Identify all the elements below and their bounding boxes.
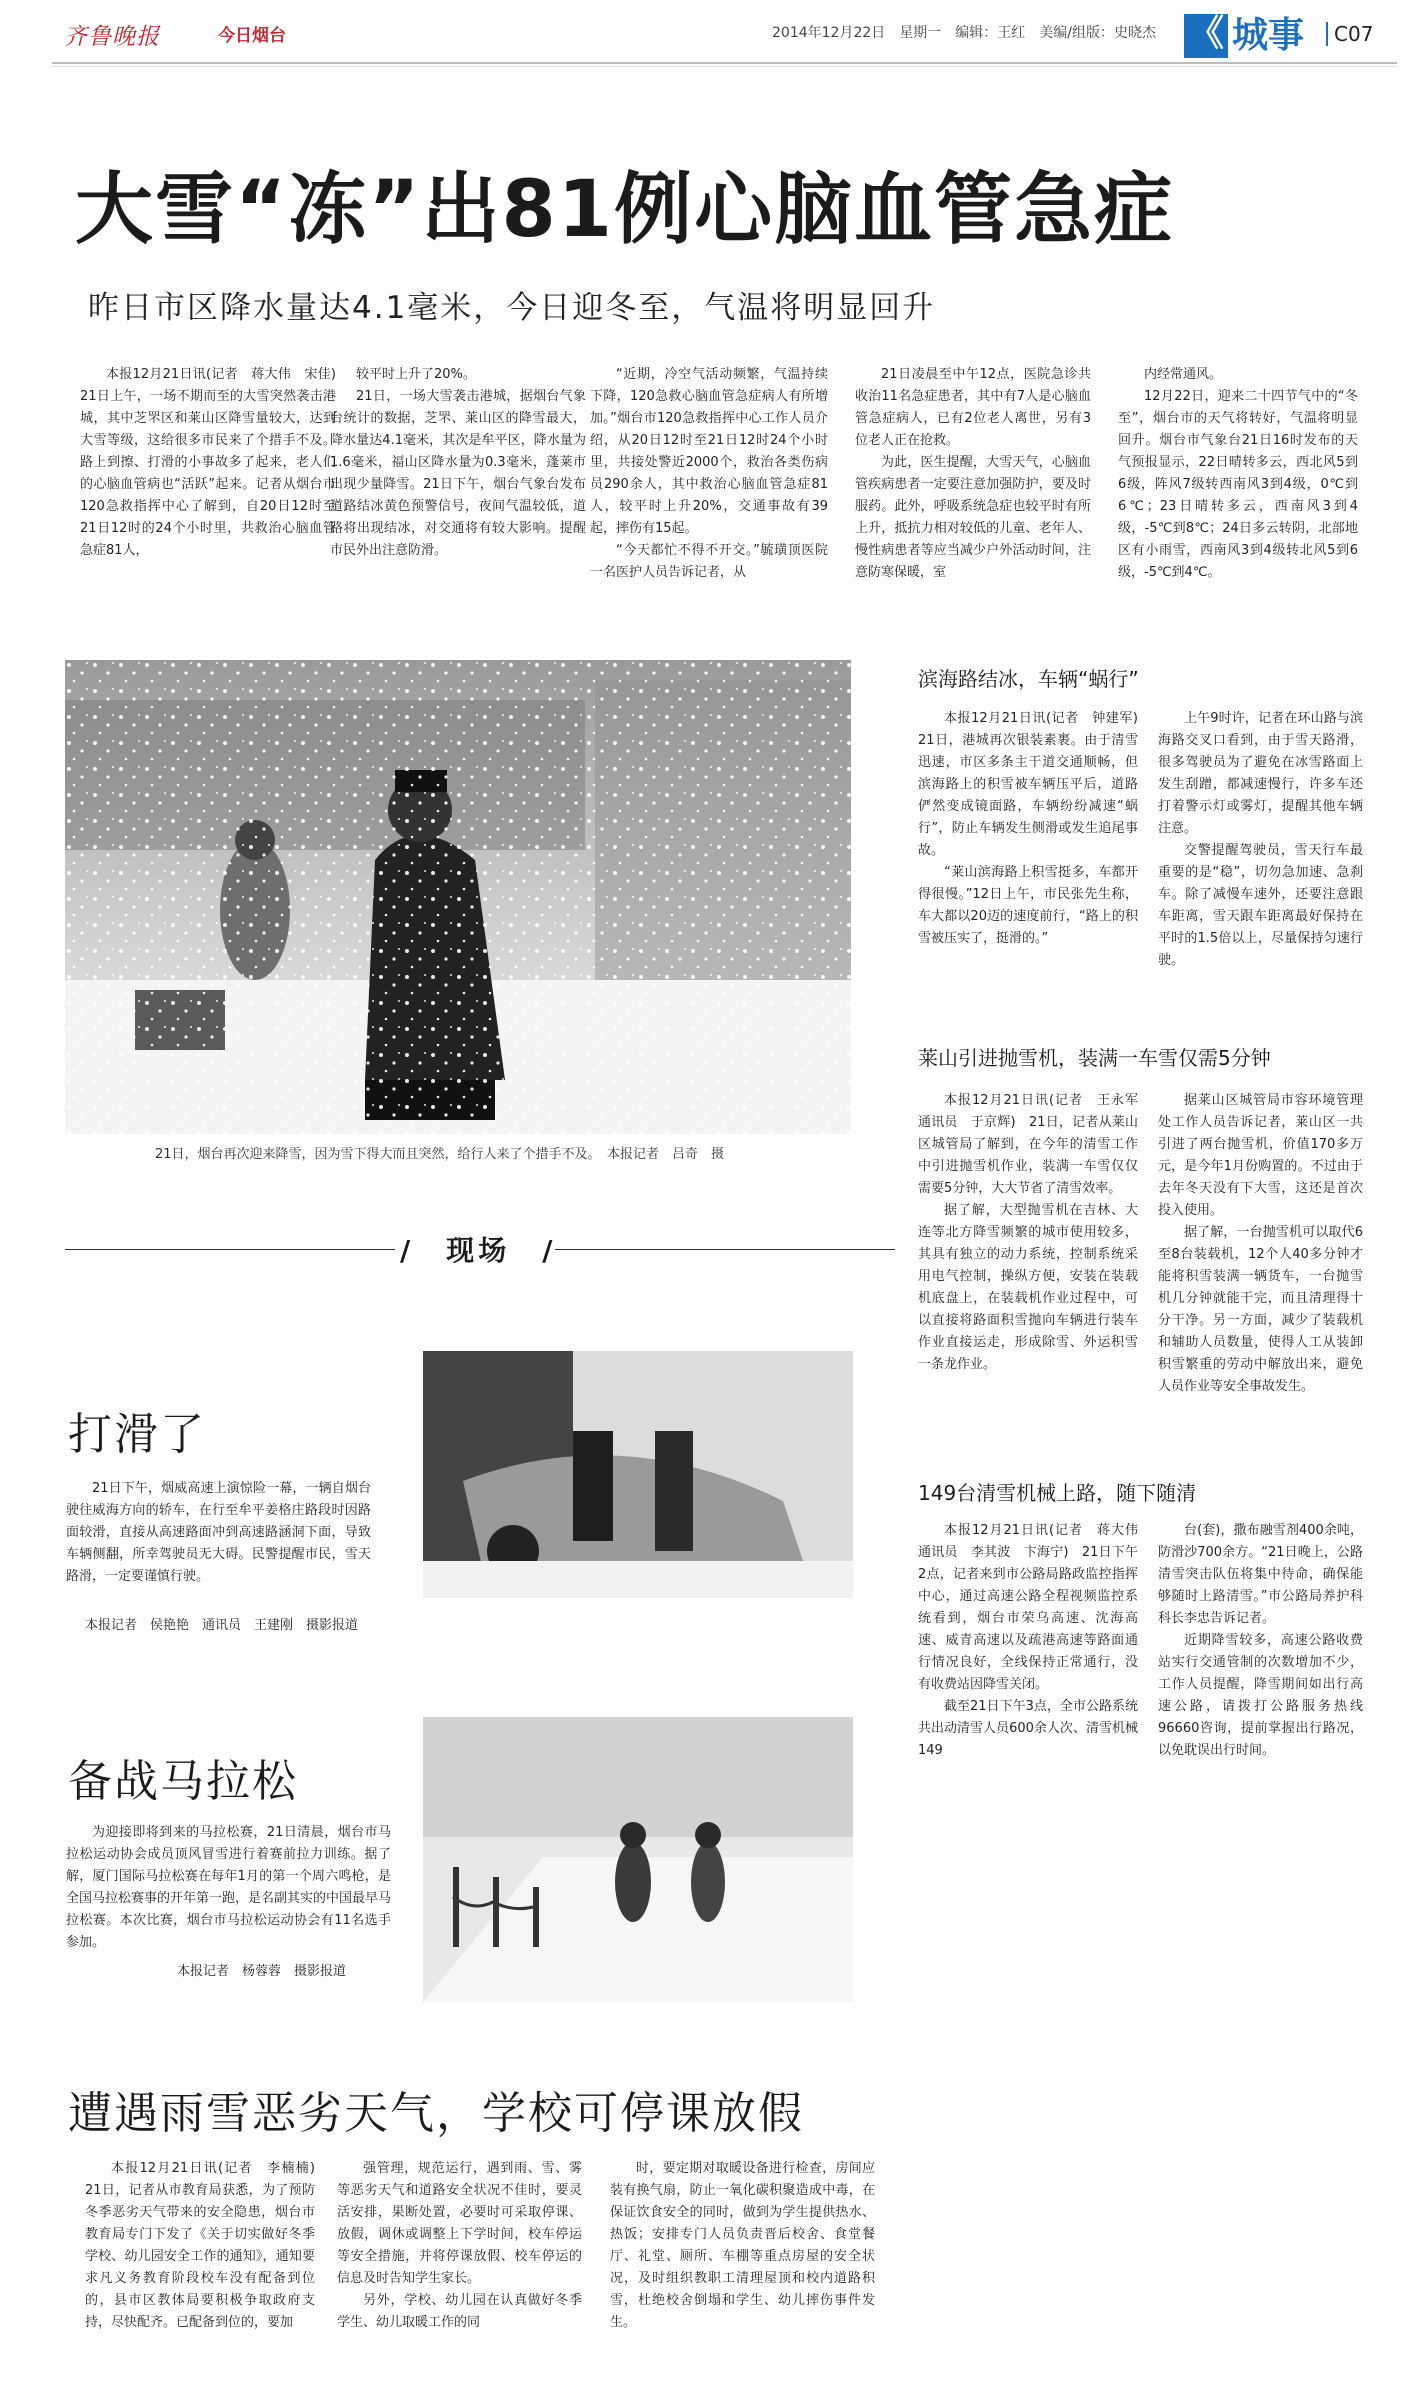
school-column-2: 强管理，规范运行，遇到雨、雪、雾等恶劣天气和道路安全状况不佳时，要灵活安排，果断处置，必要时可采取停课、放假，调休或调整上下学时间，校车停运等安全措施，并将停课放假、校车停运的信息及时告知学生家长。 另外，学校、幼儿园在认真做好冬季学生、幼儿取暖工作的同 (337, 2161, 582, 2330)
sidebar-snowblower-col-1: 本报12月21日讯(记者 王永军 通讯员 于京辉) 21日，记者从莱山区城管局了解到，在今年的清雪工作中引进抛雪机作业，装满一车雪仅仅需要5分钟，大大节省了清雪效率。 据了解，大型抛雪机在吉林、大连等北方降雪频繁的城市使用较多，其具有独立的动力系统，控制系统采用电气控制，操纵方便，安装在装载机底盘上，在装载机作业过程中，可以直接将路面积雪抛向车辆进行装车作业直接运走，形成除雪、外运积雪一条龙作业。 (918, 1093, 1152, 1372)
sidebar-headline-149: 149台清雪机械上路，随下随清 (918, 1481, 1197, 1505)
slip-headline: 打滑了 (68, 1409, 206, 1460)
masthead-rule (52, 62, 1397, 64)
issue-info: 2014年12月22日 星期一 编辑：王红 美编/组版：史晓杰 (772, 25, 1156, 41)
slip-text: 21日下午，烟威高速上演惊险一幕，一辆自烟台驶往威海方向的轿车，在行至牟平姜格庄路段时因路面较滑，直接从高速路面冲到高速路涵洞下面，导致车辆侧翻，所幸驾驶员无大碍。民警提醒市民，雪天路滑，一定要谨慎行驶。 (66, 1481, 371, 1584)
slip-byline: 本报记者 侯艳艳 通讯员 王建刚 摄影报道 (85, 1618, 359, 1633)
sidebar-binhai-col-1: 本报12月21日讯(记者 钟建军) 21日，港城再次银装素裹。由于清雪迅速，市区多条主干道交通顺畅，但滨海路上的积雪被车辆压平后，道路俨然变成镜面路，车辆纷纷减速“蜗行”，防止车辆发生侧滑或发生追尾事故。 “莱山滨海路上积雪挺多，车都开得很慢。”12日上午，市民张先生称，车大都以20迈的速度前行，“路上的积雪被压实了，挺滑的。” (918, 711, 1152, 946)
lead-column-5: 内经常通风。 12月22日，迎来二十四节气中的“冬至”，烟台市的天气将转好，气温将明显回升。烟台市气象台21日16时发布的天气预报显示，22日晴转多云，西北风5到6级，阵风7级转西南风3到4级，0℃到6℃；23日晴转多云，西南风3到4级，-5℃到8℃；24日多云转阴，北部地区有小雨雪，西南风3到4级转北风5到6级，-5℃到4℃。 (1118, 367, 1358, 580)
sidebar-binhai-col-2: 上午9时许，记者在环山路与滨海路交叉口看到，由于雪天路滑，很多驾驶员为了避免在冰雪路面上发生刮蹭，都减速慢行，许多车还打着警示灯或雾灯，提醒其他车辆注意。 交警提醒驾驶员，雪天行车最重要的是“稳”，切勿急加速、急刹车。除了减慢车速外，还要注意跟车距离，雪天跟车距离最好保持在平时的1.5倍以上，尽量保持匀速行驶。 (1158, 711, 1363, 968)
lead-column-4: 21日凌晨至中午12点，医院急诊共收治11名急症患者，其中有7人是心脑血管急症病人，已有2位老人离世，另有3位老人正在抢救。 为此，医生提醒，大雪天气，心脑血管疾病患者一定要注意加强防护，要及时服药。此外，呼吸系统急症也较平时有所上升，抵抗力相对较低的儿童、老年人、慢性病患者等应当减少户外活动时间，注意防寒保暖，室 (855, 367, 1091, 580)
sidebar-149-col-2: 台(套)，撒布融雪剂400余吨，防滑沙700余方。“21日晚上，公路清雪突击队伍将集中待命，确保能够随时上路清雪。”市公路局养护科科长李忠告诉记者。 近期降雪较多，高速公路收费站实行交通管制的次数增加不少，工作人员提醒，降雪期间如出行高速公路，请拨打公路服务热线96660咨询，提前掌握出行路况，以免耽误出行时间。 (1158, 1523, 1363, 1758)
marathon-text: 为迎接即将到来的马拉松赛，21日清晨，烟台市马拉松运动协会成员顶风冒雪进行着赛前拉力训练。据了解，厦门国际马拉松赛在每年1月的第一个周六鸣枪，是全国马拉松赛事的开年第一跑，是名副其实的中国最早马拉松赛。本次比赛，烟台市马拉松运动协会有11名选手参加。 (66, 1825, 392, 1950)
main-photo-caption: 21日，烟台再次迎来降雪，因为雪下得大而且突然，给行人来了个措手不及。 本报记者 吕奇 摄 (155, 1147, 725, 1162)
main-photo-snow-pedestrian (65, 660, 851, 1134)
sidebar-headline-binhai: 滨海路结冰，车辆“蜗行” (918, 667, 1139, 691)
overturned-car-image (423, 1351, 853, 1598)
lead-column-1: 本报12月21日讯(记者 蒋大伟 宋佳) 21日上午，一场不期而至的大雪突然袭击港城，其中芝罘区和莱山区降雪量较大，达到大雪等级，这给很多市民来了个措手不及。路上到擦、打滑的小事故多了起来，老人们的心脑血管病也“活跃”起来。记者从烟台市120急救指挥中心了解到，自20日12时至21日12时的24个小时里，共救治心脑血管急症81人， (80, 367, 350, 558)
section-rule-left (65, 1249, 395, 1250)
school-column-3: 时，要定期对取暖设备进行检查，房间应装有换气扇，防止一氧化碳积聚造成中毒，在保证饮食安全的同时，做到为学生提供热水、热饭；安排专门人员负责晋后校舍、食堂餐厅、礼堂、厕所、车棚等重点房屋的安全状况，及时组织教职工清理屋顶和校内道路积雪，杜绝校舍倒塌和学生、幼儿摔伤事件发生。 (610, 2161, 875, 2330)
section-name: 今日烟台 (218, 26, 286, 46)
photo-marathon-runners (423, 1717, 853, 2002)
school-column-1: 本报12月21日讯(记者 李楠楠) 21日，记者从市教育局获悉，为了预防冬季恶劣天气带来的安全隐患，烟台市教育局专门下发了《关于切实做好冬季学校、幼儿园安全工作的通知》，通知要求凡义务教育阶段校车没有配备到位的，县市区教体局要积极争取政府支持，尽快配齐。已配备到位的，要加 (85, 2161, 329, 2330)
snow-street-image (65, 660, 851, 1134)
marathon-headline: 备战马拉松 (68, 1756, 298, 1807)
chevron-left-icon: 《 (1184, 14, 1228, 58)
sidebar-snowblower-col-2: 据莱山区城管局市容环境管理处工作人员告诉记者，莱山区一共引进了两台抛雪机，价值170多万元，是今年1月份购置的。不过由于去年冬天没有下大雪，这还是首次投入使用。 据了解，一台抛雪机可以取代6至8台装载机，12个人40多分钟才能将积雪装满一辆货车，一台抛雪机几分钟就能干完，而且清理得十分干净。另一方面，减少了装载机和辅助人员数量，使得人工从装卸积雪繁重的劳动中解放出来，避免人员作业等安全事故发生。 (1158, 1093, 1363, 1394)
main-headline: 大雪“冻”出81例心脑血管急症 (75, 165, 1175, 255)
school-headline: 遭遇雨雪恶劣天气，学校可停课放假 (68, 2088, 804, 2139)
marathon-runners-image (423, 1717, 853, 2002)
masthead (52, 14, 1397, 58)
section-tag-scene: / 现场 / (400, 1234, 557, 1267)
section-city-label: 城事 (1232, 15, 1305, 56)
lead-column-3: “近期，冷空气活动频繁，气温持续下降，120急救心脑血管急症病人有所增加。”烟台市120急救指挥中心工作人员介绍，从20日12时至21日12时24个小时里，共接处警近2000个，救治各类伤病员290余人，其中救治心脑血管急症81人，较平时上升20%，交通事故有39起，摔伤有15起。 “今天都忙不得不开交。”毓璜顶医院一名医护人员告诉记者，从 (590, 367, 828, 580)
photo-overturned-car (423, 1351, 853, 1598)
marathon-byline: 本报记者 杨蓉蓉 摄影报道 (177, 1964, 347, 1979)
sidebar-149-col-1: 本报12月21日讯(记者 蒋大伟 通讯员 李其波 卞海宁) 21日下午2点，记者来到市公路局路政监控指挥中心，通过高速公路全程视频监控系统看到，烟台市荣乌高速、沈海高速、威青高速以及疏港高速等路面通行情况良好，全线保持正常通行，没有收费站因降雪关闭。 截至21日下午3点，全市公路系统共出动清雪人员600余人次、清雪机械149 (918, 1523, 1152, 1758)
sidebar-headline-snowblower: 莱山引进抛雪机，装满一车雪仅需5分钟 (918, 1046, 1271, 1070)
main-subheadline: 昨日市区降水量达4.1毫米，今日迎冬至，气温将明显回升 (88, 290, 936, 326)
newspaper-logo: 齐鲁晚报 (64, 24, 160, 50)
section-rule-right (555, 1249, 895, 1250)
page-number: C07 (1326, 22, 1373, 46)
masthead-rule-thin (52, 66, 1397, 67)
lead-column-2: 较平时上升了20%。 21日，一场大雪袭击港城，据烟台气象台统计的数据，芝罘、莱山区的降雪最大，降水量达4.1毫米，其次是牟平区，降水量为1.6毫米，福山区降水量为0.3毫米，蓬莱市出现少量降雪。21日下午，烟台气象台发布道路结冰黄色预警信号，夜间气温较低，道路将出现结冰，对交通将有较大影响。提醒市民外出注意防滑。 (330, 367, 586, 558)
